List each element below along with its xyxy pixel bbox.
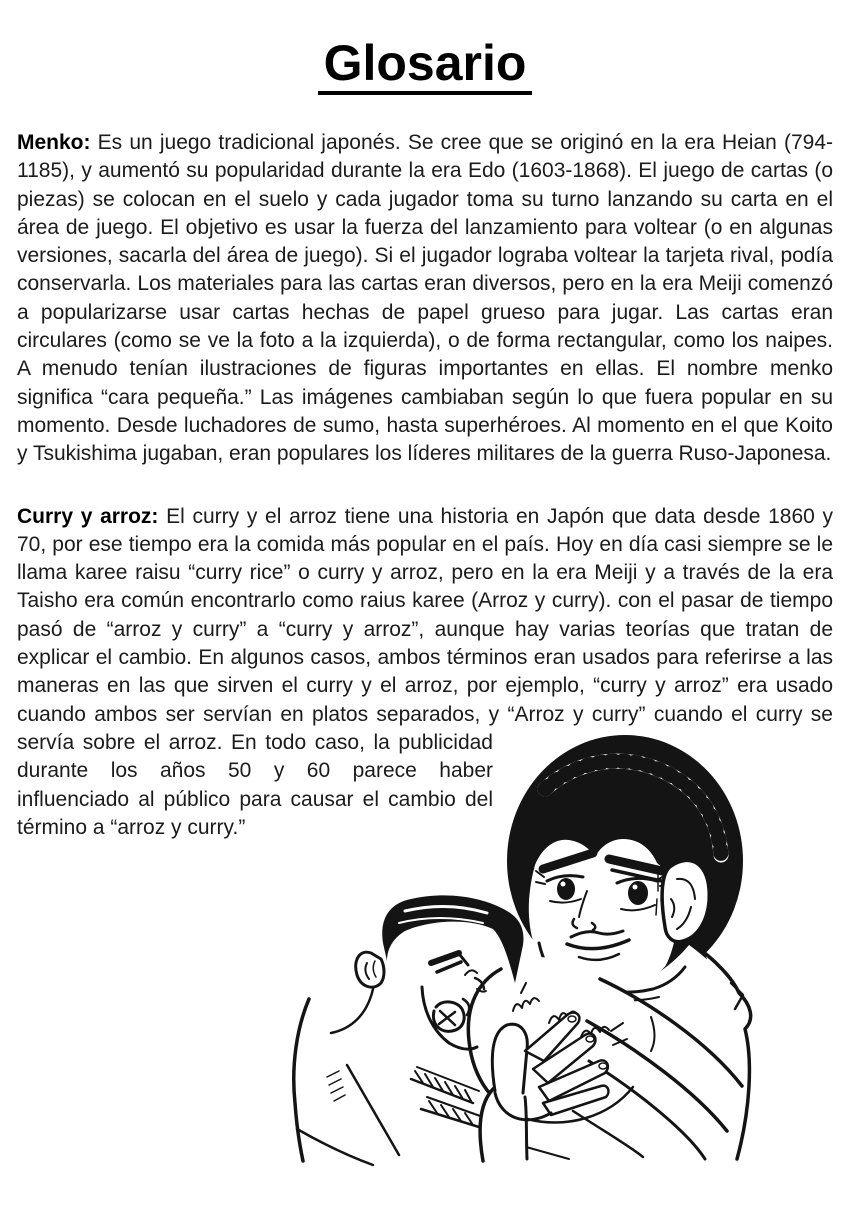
entry-text-curry-part1: El curry y el arroz tiene una historia en Japón que data desde 1860 y 70, por ese tiempo era la comida más popular en el país. Hoy en día casi siempre se le llama karee raisu “curry rice” o curry y arroz, pero en la era Meiji y a través de la era Taisho era común encontrarlo como raius karee (Arroz y curry). con el pasar de tiempo pasó de “arroz y curry” a “curry y arroz”, aunque hay varias teorías que tratan de explicar el cambio. En algunos casos, ambos términos eran usados para referirse a las maneras en las que sirven el curry y el arroz, por ejemplo, “curry y arroz” era usado cuando ambos ser servían en platos separados, y “Arroz y curry” cuando el	[17, 504, 833, 726]
term-curry: Curry y arroz:	[17, 504, 159, 528]
page-title: Glosario	[318, 38, 533, 95]
title-area	[17, 35, 833, 95]
small-character-body	[291, 989, 399, 1165]
collar-straps	[411, 1067, 483, 1127]
entry-text-curry-part2: curry se servía sobre el arroz. En todo caso, la publicidad durante los años 50 y 60 parece haber influenciado al público para causar el cambio del término a “arroz y curry.”	[17, 702, 833, 839]
manga-illustration	[503, 731, 833, 1159]
term-menko: Menko:	[17, 131, 91, 154]
manga-illustration-drawing	[287, 731, 787, 1161]
glossary-entry-menko	[17, 129, 833, 469]
glossary-entry-curry	[17, 503, 833, 843]
entry-text-menko: Es un juego tradicional japonés. Se cree que se originó en la era Heian (794-1185), y aumentó su popularidad durante la era Edo (1603-1868). El juego de cartas (o piezas) se colocan en el suelo y cada jugador toma su turno lanzando su carta en el área de juego. El objetivo es usar la fuerza del lanzamiento para voltear (o en algunas versiones, sacarla del área de juego). Si el jugador lograba voltear la tarjeta rival, podía conservarla. Los materiales para las cartas eran diversos, pero en la era Meiji comenzó a popularizarse usar cartas hechas de papel grueso para jugar. Las cartas eran circulares (como se ve la foto a la izquierda), o de forma rectangular, como los naipes. A menudo tenían ilustraciones de figuras importantes en ellas. El nombre menko significa “cara pequeña.” Las imágenes cambiaban según lo que fuera popular en su momento. Desde luchadores de sumo, hasta superhéroes. Al momento en el que Koito y Tsukishima jugaban, eran populares los líderes militares de la guerra Ruso-Japonesa.	[17, 131, 833, 466]
